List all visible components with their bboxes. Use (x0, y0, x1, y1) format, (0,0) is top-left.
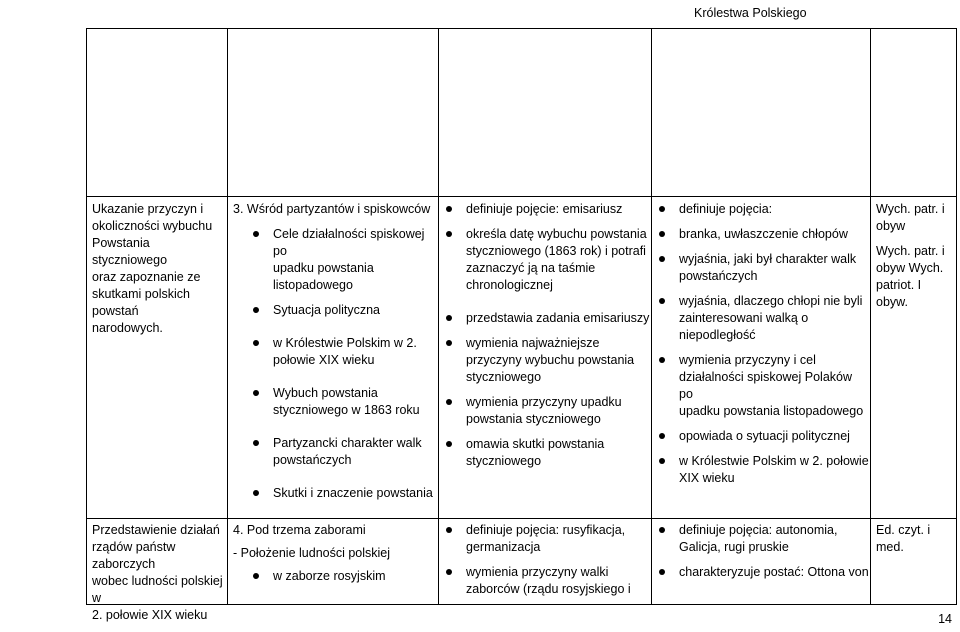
row1-goal-cell (92, 201, 224, 337)
text-line: przyczyny wybuchu powstania (466, 353, 635, 367)
row1-top-border (86, 196, 957, 197)
text-line: definiuje pojęcia: autonomia, (679, 523, 838, 537)
text-line: w zaborze rosyjskim (273, 569, 386, 583)
text-line: upadku powstania (273, 261, 374, 275)
bullet-item (657, 251, 869, 285)
bullet-item (251, 335, 437, 369)
bullet-item (251, 385, 437, 419)
text-line: zaznaczyć ją na taśmie (466, 261, 596, 275)
text-line: Powstania styczniowego (92, 236, 168, 267)
text-line: wymienia przyczyny i cel (679, 353, 816, 367)
col-border-4 (870, 28, 871, 605)
text-line: wymienia przyczyny walki (466, 565, 609, 579)
text-line: Wych. patr. i (876, 244, 945, 258)
text-line: Cele działalności spiskowej po (273, 227, 425, 258)
row1-topic-cell (233, 201, 437, 502)
bullet-item (444, 201, 650, 218)
text-line: opowiada o sytuacji politycznej (679, 429, 850, 443)
bullet-item (657, 428, 869, 445)
bullet-item (251, 435, 437, 469)
row1-extended-req-cell (657, 201, 869, 487)
text-line: XIX wieku (679, 471, 735, 485)
text-line: branka, uwłaszczenie chłopów (679, 227, 848, 241)
text-line: zainteresowani walką o (679, 311, 809, 325)
text-line: germanizacja (466, 540, 541, 554)
text-line: rządów państw zaborczych (92, 540, 176, 571)
col-border-5 (956, 28, 957, 605)
text-line: wymienia najważniejsze (466, 336, 600, 350)
text-line: powstańczych (273, 453, 352, 467)
bullet-item (251, 226, 437, 294)
text-line: 2. połowie XIX wieku (92, 608, 208, 622)
row2-basic-req-cell (444, 522, 650, 598)
text-line: Sytuacja polityczna (273, 303, 381, 317)
text-line: styczniowego (466, 370, 542, 384)
text-line: definiuje pojęcia: rusyfikacja, (466, 523, 626, 537)
text-line: styczniowego (1863 rok) i potrafi (466, 244, 646, 258)
text-line: okoliczności wybuchu (92, 219, 213, 233)
top-text: Królestwa Polskiego (694, 6, 807, 20)
row2-extended-req-cell (657, 522, 869, 581)
bullet-item (657, 564, 869, 581)
bullet-item (444, 436, 650, 470)
bullet-item (251, 568, 437, 585)
bullet-item (657, 293, 869, 344)
text-line: powstania styczniowego (466, 412, 601, 426)
bullet-item (444, 564, 650, 598)
bullet-item (657, 352, 869, 420)
bullet-item (251, 302, 437, 319)
text-line: Przedstawienie działań (92, 523, 220, 537)
text-line: definiuje pojęcia: (679, 202, 773, 216)
bullet-item (444, 310, 650, 327)
bullet-item (444, 335, 650, 386)
text-line: działalności spiskowej Polaków po (679, 370, 852, 401)
text-line: definiuje pojęcie: emisariusz (466, 202, 623, 216)
topic-heading: 4. Pod trzema zaborami (233, 523, 366, 537)
text-line: zaborców (rządu rosyjskiego i (466, 582, 631, 596)
text-line: Wych. patr. i (876, 202, 945, 216)
bullet-item (657, 522, 869, 556)
topic-heading: 3. Wśród partyzantów i spiskowców (233, 202, 431, 216)
text-line: Ed. czyt. i med. (876, 523, 931, 554)
page-number: 14 (938, 612, 952, 626)
col-border-0 (86, 28, 87, 605)
bullet-item (657, 201, 869, 218)
text-line: styczniowego (466, 454, 542, 468)
text-line: niepodległość (679, 328, 756, 342)
text-line: wobec ludności polskiej w (92, 574, 223, 605)
col-border-3 (651, 28, 652, 605)
text-line: wyjaśnia, dlaczego chłopi nie byli (679, 294, 863, 308)
text-line: narodowych. (92, 321, 163, 335)
col-border-1 (227, 28, 228, 605)
text-line: w Królestwie Polskim w 2. połowie (679, 454, 869, 468)
text-line: Skutki i znaczenie powstania (273, 486, 433, 500)
text-line: przedstawia zadania emisariuszy (466, 311, 650, 325)
bullet-item (657, 453, 869, 487)
text-line: chronologicznej (466, 278, 553, 292)
text-line: Partyzancki charakter walk (273, 436, 422, 450)
text-line: charakteryzuje postać: Ottona von (679, 565, 869, 579)
text-line: obyw Wych. (876, 261, 944, 275)
table-top-border (86, 28, 957, 29)
text-line: powstańczych (679, 269, 758, 283)
row1-education-cell (876, 201, 956, 311)
row1-basic-req-cell (444, 201, 650, 470)
text-line: Wybuch powstania (273, 386, 378, 400)
text-line: obyw (876, 219, 906, 233)
bullet-item (444, 522, 650, 556)
text-line: połowie XIX wieku (273, 353, 375, 367)
row2-education-cell (876, 522, 956, 556)
text-line: Ukazanie przyczyn i (92, 202, 204, 216)
text-line: oraz zapoznanie ze (92, 270, 201, 284)
row2-topic-cell (233, 522, 437, 585)
text-line: patriot. I obyw. (876, 278, 922, 309)
text-line: określa datę wybuchu powstania (466, 227, 647, 241)
bullet-item (657, 226, 869, 243)
text-line: styczniowego w 1863 roku (273, 403, 420, 417)
text-line: w Królestwie Polskim w 2. (273, 336, 417, 350)
col-border-2 (438, 28, 439, 605)
text-line: wyjaśnia, jaki był charakter walk (679, 252, 857, 266)
bullet-item (251, 485, 437, 502)
bullet-item (444, 226, 650, 294)
text-line: wymienia przyczyny upadku (466, 395, 622, 409)
bullet-item (444, 394, 650, 428)
text-line: upadku powstania listopadowego (679, 404, 864, 418)
row1-bottom-border (86, 518, 957, 519)
topic-subheading: - Położenie ludności polskiej (233, 546, 391, 560)
text-line: skutkami polskich powstań (92, 287, 190, 318)
text-line: listopadowego (273, 278, 353, 292)
text-line: Galicja, rugi pruskie (679, 540, 789, 554)
row2-goal-cell (92, 522, 224, 624)
text-line: omawia skutki powstania (466, 437, 605, 451)
